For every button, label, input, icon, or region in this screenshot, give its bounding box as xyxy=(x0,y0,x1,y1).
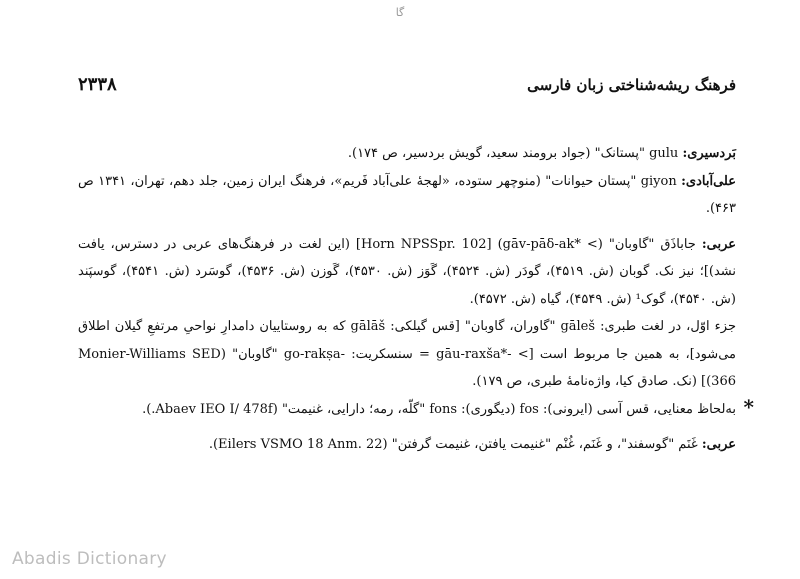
entry-aliabadi xyxy=(78,168,736,223)
entry-text: gulu "پستانک" (جواد برومند سعید، گویش بردسیر، ص ۱۷۴). xyxy=(347,146,683,161)
entry-body xyxy=(78,140,754,459)
entry-text: جزء اوّل، در لغت طبری: gāleš "گاوران، گاوبان" [قس گیلکی: gālāš که به روستاییان دامدارِ نواحیِ مرتفعِ گیلان اطلاق می‌شود]، به همین جا مربوط است [> -*gāu-raxša = سنسکریت: -go-rakṣa "گاوبان" (Monier-Williams SED 366)] (نک. صادق کیا، واژه‌نامهٔ طبری، ص ۱۷۹). xyxy=(78,319,736,389)
entry-text: جاباذَق "گاوبان" (> *gāv-pāδ-ak) [Horn NPSSpr. 102] (این لغت در فرهنگ‌های عربی در دسترس، یافت نشد)]؛ نیز نک. گوبان (ش. ۴۵۱۹)، گودَر (ش. ۴۵۲۴)، گَوَز (ش. ۴۵۳۰)، گَوزن (ش. ۴۵۳۶)، گوسَرد (ش. ۴۵۴۱)، گوسپَند (ش. ۴۵۴۰)، گوک¹ (ش. ۴۵۴۹)، گیاه (ش. ۴۵۷۲). xyxy=(78,236,737,307)
entry-text: به‌لحاظ معنایی، قس آسی (ایرونی): fos (دیگوری): fons "گلّه، رمه؛ دارایی، غنیمت" (Abaev IEO I/ 478f.). xyxy=(142,401,736,417)
book-title: فرهنگ ریشه‌شناختی زبان فارسی xyxy=(527,76,736,94)
running-header xyxy=(78,74,736,98)
entry-text: giyon "پستان حیوانات" (منوچهر ستوده، «لهجهٔ علی‌آباد فَریم»، فرهنگ ایران زمین، جلد دهم، تهران، ۱۳۴۱ ص ۴۶۳). xyxy=(78,173,736,216)
entry-text: غَنَم "گوسفند"، و غَنَم، غُنْم "غنیمت یافتن، غنیمت گرفتن" (Eilers VSMO 18 Anm. 22). xyxy=(208,437,702,452)
page-number: ۲۳۳۸ xyxy=(78,74,117,95)
entry-semantic-note xyxy=(78,394,754,424)
asterisk-mark: * xyxy=(743,394,754,419)
entry-bardsiri xyxy=(78,140,736,168)
entry-label: عربی: xyxy=(701,437,736,452)
entry-label: علی‌آبادی: xyxy=(681,173,736,189)
entry-label: بَردسیری: xyxy=(682,146,736,161)
entry-arabic-jabadhaq xyxy=(78,231,736,314)
watermark-text: Abadis Dictionary xyxy=(12,549,167,569)
entry-label: عربی: xyxy=(701,236,737,252)
entry-tabari xyxy=(78,313,736,396)
top-mark: گا xyxy=(395,6,405,19)
entry-arabic-ghanam xyxy=(78,431,736,459)
